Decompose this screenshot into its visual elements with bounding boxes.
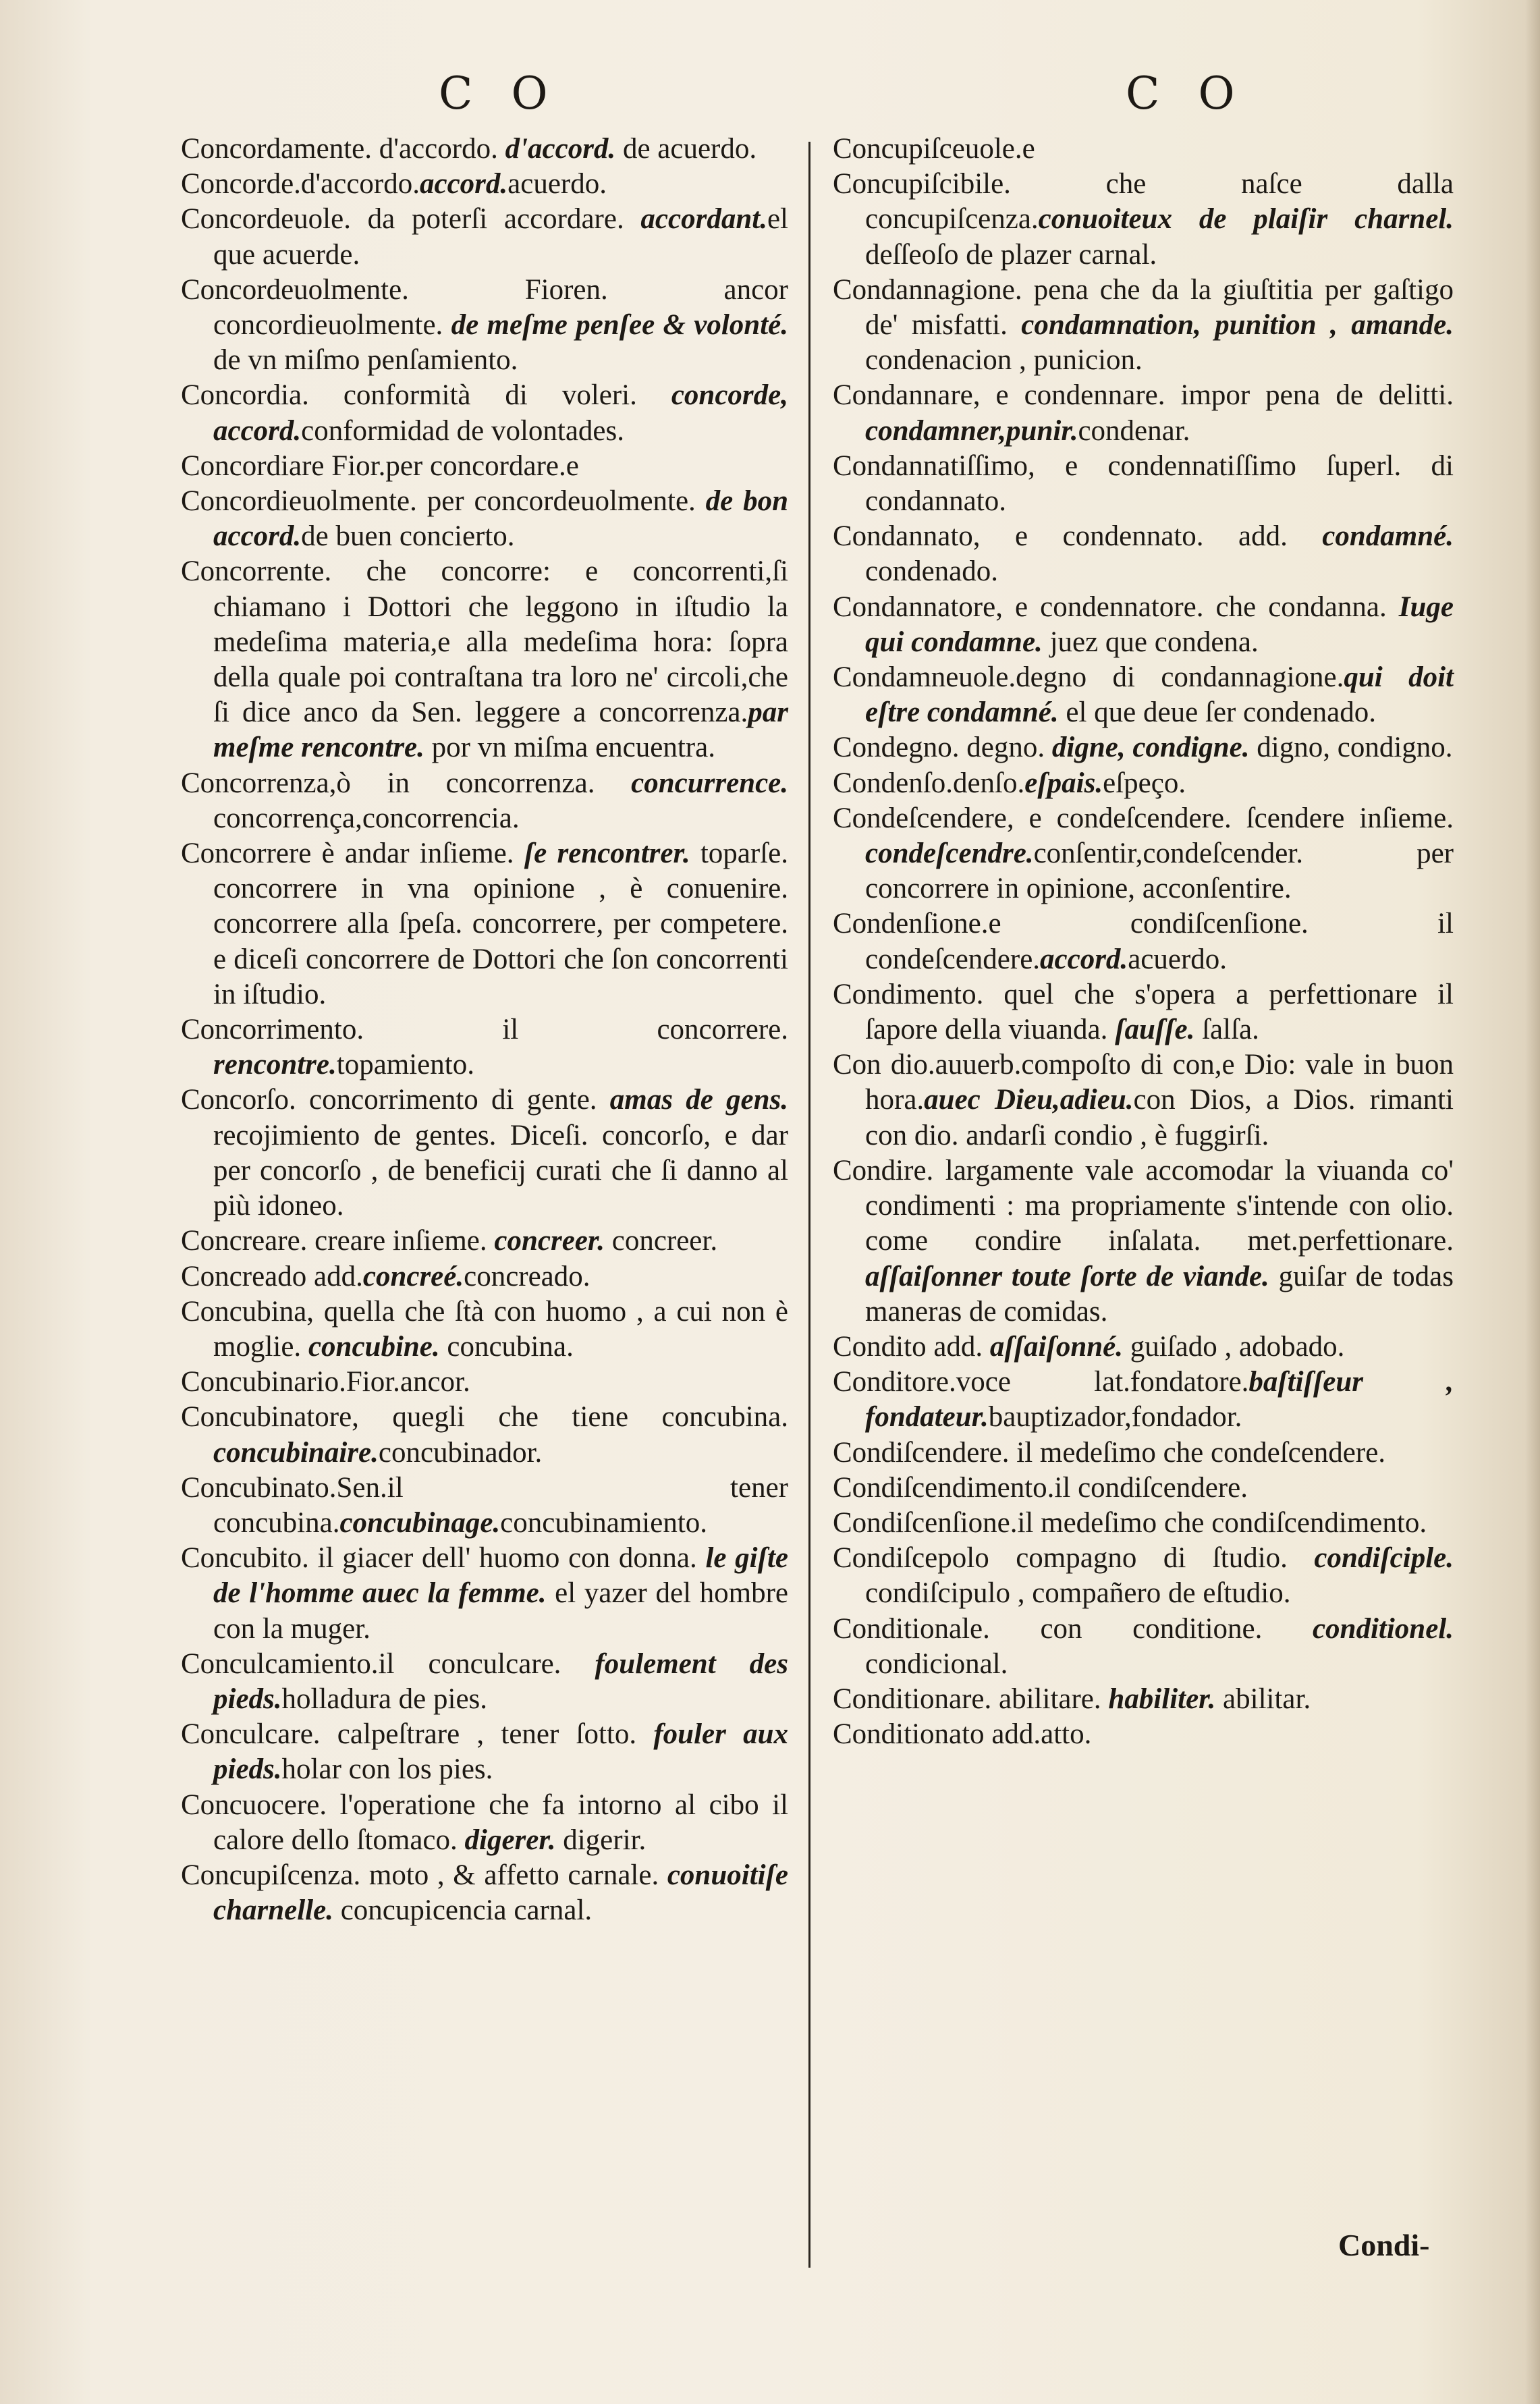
entry-spanish: digerir. (555, 1824, 647, 1856)
entry-definition: che concorre: e concorrenti,ſi chiamano i Dottori che leggono in iſtudio la medeſima materia,e alla medeſima hora: ſopra della quale poi contraſtana tra loro ne' circoli,che ſi dice anco da Sen. leggere a concorrenza. (213, 555, 788, 729)
entry-headword: Concordia. (181, 379, 309, 412)
entry-headword: Conditionare. (833, 1683, 992, 1715)
dictionary-entry (181, 202, 788, 272)
entry-definition: e condeſcendere. ſcendere inſieme. (1014, 802, 1454, 834)
entry-headword: Concubinato. (181, 1471, 337, 1504)
entry-headword: Condire. (833, 1154, 934, 1186)
dictionary-entry (833, 906, 1454, 977)
entry-french: digne, condigne. (1051, 732, 1250, 764)
entry-definition: add.atto. (984, 1718, 1092, 1751)
entry-headword: Concupiſcibile. (833, 168, 1011, 200)
entry-french: condamnation, punition , amande. (1021, 309, 1454, 342)
entry-french: concubine. (308, 1330, 440, 1363)
entry-headword: Condiſcendere. (833, 1436, 1010, 1469)
page-edge-shadow (1525, 0, 1540, 2404)
entry-headword: Condeſcendere, (833, 802, 1014, 834)
dictionary-entry (833, 1047, 1454, 1153)
entry-headword: Concorrimento. (181, 1014, 364, 1046)
catchword: Condi- (1338, 2228, 1430, 2262)
entry-french: fouler aux pieds. (213, 1718, 788, 1786)
entry-french: de meſme penſee & volonté. (451, 309, 788, 342)
entry-french: aſſaiſonné. (989, 1330, 1123, 1363)
entry-definition: moto , & affetto carnale. (360, 1859, 667, 1891)
entry-headword: Concupiſceuole. (833, 133, 1022, 165)
entry-french: condeſcendre. (865, 838, 1034, 870)
dictionary-entry (181, 1471, 788, 1541)
entry-definition: il conculcare. (378, 1647, 595, 1680)
entry-french: eſpais. (1024, 767, 1103, 799)
entry-headword: Concorde. (181, 168, 301, 200)
entry-definition: compagno di ſtudio. (989, 1542, 1315, 1575)
entry-definition: Fior.ancor. (346, 1366, 470, 1398)
dictionary-entry (181, 1788, 788, 1858)
entry-definition: è andar inſieme. (311, 838, 524, 870)
dictionary-entry (181, 1365, 788, 1400)
entry-headword: Concordeuole. (181, 203, 351, 236)
entry-french: auec Dieu,adieu. (924, 1084, 1134, 1116)
entry-definition: add. (306, 1260, 363, 1292)
entry-spanish: el que deue ſer condenado. (1058, 696, 1377, 729)
entry-spanish: con Dios, a Dios. rimanti con dio. andarſi condio , è fuggirſi. (865, 1084, 1454, 1151)
entry-french: digerer. (464, 1824, 556, 1856)
dictionary-entry (833, 590, 1454, 660)
entry-spanish: conformidad de volontades. (301, 414, 624, 447)
entry-headword: Concreare. (181, 1225, 308, 1257)
dictionary-entry (833, 1471, 1454, 1506)
entry-french: par meſme rencontre. (213, 696, 788, 764)
entry-definition: d'accordo. (372, 133, 505, 165)
dictionary-entry (181, 378, 788, 448)
entry-definition: e condennato. add. (980, 520, 1323, 553)
entry-definition: degno. (959, 732, 1052, 764)
entry-french: concubinaire. (213, 1436, 379, 1469)
entry-french: concorde, accord. (213, 379, 788, 447)
entry-spanish: concreer. (604, 1225, 718, 1257)
entry-french: ſauſſe. (1115, 1014, 1195, 1046)
entry-headword: Concorrenza, (181, 767, 337, 799)
entry-french: foulement des pieds. (213, 1647, 788, 1715)
dictionary-entry (181, 1717, 788, 1787)
entry-french: habiliter. (1108, 1683, 1216, 1715)
dictionary-entry (833, 167, 1454, 273)
dictionary-entry (833, 660, 1454, 730)
entry-definition: abilitare. (991, 1683, 1109, 1715)
entry-french: ſe rencontrer. (524, 838, 690, 870)
entry-definition: per concordeuolmente. (416, 485, 706, 518)
entry-spanish: el que acuerde. (213, 203, 788, 271)
entry-spanish: digno, condigno. (1249, 732, 1453, 764)
entry-french: conuoitiſe charnelle. (213, 1859, 788, 1927)
entry-headword: Concorrente. (181, 555, 332, 588)
entry-spanish: de vn miſmo penſamiento. (213, 344, 518, 377)
entry-definition: degno di condannagione. (1016, 661, 1344, 694)
entry-french: concurrence. (631, 767, 788, 799)
entry-spanish: conſentir,condeſcender. per concorrere in opinione, acconſentire. (865, 838, 1454, 905)
entry-headword: Condannatore, (833, 591, 1003, 623)
dictionary-entry (181, 484, 788, 554)
entry-definition: da poterſi accordare. (350, 203, 641, 236)
entry-french: d'accord. (505, 133, 616, 165)
entry-definition: conformità di voleri. (308, 379, 671, 412)
dictionary-entry (181, 1224, 788, 1259)
entry-headword: Concorſo. (181, 1084, 296, 1116)
entry-french: le giſte de l'homme auec la femme. (213, 1542, 788, 1610)
entry-headword: Condenſo. (833, 767, 953, 799)
entry-headword: Condimento. (833, 978, 984, 1010)
dictionary-entry (833, 1153, 1454, 1330)
entry-definition: il medeſimo che condiſcendimento. (1017, 1506, 1427, 1539)
entry-french: accord. (1040, 943, 1128, 975)
entry-spanish: concorrença,concorrencia. (213, 802, 520, 834)
dictionary-entry (833, 519, 1454, 589)
dictionary-entry (181, 1294, 788, 1365)
entry-definition: quella che ſtà con huomo , a cui non è moglie. (213, 1295, 788, 1363)
entry-definition: il condiſcendere. (1054, 1471, 1248, 1504)
dictionary-entry (181, 167, 788, 202)
entry-headword: Condannatiſſimo, (833, 449, 1035, 482)
dictionary-entry (833, 730, 1454, 765)
entry-spanish: condenacion , punicion. (865, 344, 1143, 377)
dictionary-entry (833, 378, 1454, 448)
entry-definition: voce lat.fondatore. (956, 1366, 1249, 1398)
dictionary-entry (833, 1612, 1454, 1682)
entry-headword: Con dio. (833, 1049, 935, 1081)
entry-french: rencontre. (213, 1049, 337, 1081)
entry-headword: Condegno. (833, 732, 960, 764)
entry-spanish: concupicencia carnal. (333, 1894, 593, 1927)
entry-definition: creare inſieme. (307, 1225, 495, 1257)
dictionary-entry (833, 1717, 1454, 1752)
running-head-left: C O (439, 67, 560, 119)
entry-headword: Concubito. (181, 1542, 309, 1575)
entry-definition: e condennare. impor pena de delitti. (980, 379, 1454, 412)
entry-spanish: acuerdo. (507, 168, 607, 200)
entry-definition: concorrimento di gente. (296, 1084, 610, 1116)
dictionary-entry (833, 132, 1454, 167)
entry-headword: Concordeuolmente. (181, 273, 409, 306)
entry-spanish: concubinador. (378, 1436, 543, 1469)
entry-headword: Condannare, (833, 379, 981, 412)
entry-spanish: condiſcipulo , compañero de eſtudio. (865, 1577, 1291, 1610)
entry-spanish: acuerdo. (1128, 943, 1228, 975)
entry-french: concreé. (362, 1260, 464, 1292)
entry-headword: Condannagione. (833, 273, 1022, 306)
entry-definition: d'accordo. (300, 168, 420, 200)
entry-spanish: condicional. (865, 1647, 1008, 1680)
entry-spanish: deſſeoſo de plazer carnal. (865, 238, 1157, 271)
entry-spanish: juez que condena. (1042, 626, 1259, 658)
dictionary-entry (181, 449, 788, 484)
entry-definition: ò in concorrenza. (336, 767, 632, 799)
dictionary-entry (181, 1647, 788, 1717)
entry-spanish: toparſe. concorrere in vna opinione , è conuenire. concorrere alla ſpeſa. concorrere, per competere. e diceſi concorrere de Dottori che ſon concorrenti in iſtudio. (213, 838, 788, 1010)
dictionary-entry (181, 836, 788, 1012)
entry-french: baſtiſſeur , fondateur. (865, 1366, 1454, 1433)
entry-headword: Concorrere (181, 838, 312, 870)
entry-french: conuoiteux de plaiſir charnel. (1038, 203, 1454, 236)
entry-definition: denſo. (952, 767, 1025, 799)
dictionary-entry (833, 1365, 1454, 1435)
entry-french: aſſaiſonner toute ſorte de viande. (865, 1260, 1269, 1292)
column-left (181, 132, 788, 1928)
entry-headword: Conditionale. (833, 1612, 990, 1645)
dictionary-entry (181, 1012, 788, 1083)
entry-french: Iuge qui condamne. (865, 591, 1454, 658)
entry-headword: Concordiare (181, 449, 325, 482)
entry-definition: il concorrere. (364, 1014, 788, 1046)
entry-headword: Condannato, (833, 520, 981, 553)
dictionary-entry (181, 554, 788, 765)
entry-definition: Sen.il tener concubina. (213, 1471, 788, 1539)
entry-definition: Fioren. ancor concordieuolmente. (213, 273, 788, 342)
dictionary-entry (181, 766, 788, 836)
dictionary-entry (833, 1506, 1454, 1541)
entry-french: de bon accord. (213, 485, 788, 553)
column-right (833, 132, 1454, 1752)
dictionary-entry (833, 766, 1454, 801)
entry-headword: Condiſcenſione. (833, 1506, 1018, 1539)
entry-headword: Concubina, (181, 1295, 314, 1328)
entry-headword: Condiſcepolo (833, 1542, 989, 1575)
entry-definition: con conditione. (989, 1612, 1313, 1645)
entry-definition: l'operatione che fa intorno al cibo il calore dello ſtomaco. (213, 1788, 788, 1856)
entry-definition: che naſce dalla concupiſcenza. (865, 168, 1454, 236)
entry-headword: Concuocere. (181, 1788, 327, 1821)
entry-spanish: topamiento. (336, 1049, 474, 1081)
entry-french: concreer. (494, 1225, 605, 1257)
entry-headword: Condito (833, 1330, 927, 1363)
entry-definition: Fior.per concordare.e (324, 449, 579, 482)
entry-definition: e condennatiſſimo ſuperl. di condannato. (865, 449, 1454, 518)
entry-spanish: guiſar de todas maneras de comidas. (865, 1260, 1454, 1328)
entry-spanish: concubina. (439, 1330, 574, 1363)
dictionary-entry (833, 273, 1454, 379)
entry-headword: Concordieuolmente. (181, 485, 417, 518)
dictionary-entry (181, 273, 788, 379)
entry-spanish: de buen concierto. (301, 520, 515, 553)
dictionary-entry (181, 1858, 788, 1928)
entry-definition: il giacer dell' huomo con donna. (308, 1542, 706, 1575)
entry-french: qui doit eſtre condamné. (865, 661, 1454, 729)
running-head-right: C O (1126, 67, 1247, 119)
entry-french: amas de gens. (609, 1084, 788, 1116)
entry-definition: pena che da la giuſtitia per gaſtigo de' misfatti. (865, 273, 1454, 342)
entry-spanish: holladura de pies. (281, 1683, 488, 1715)
entry-spanish: concubinamiento. (500, 1506, 708, 1539)
dictionary-entry (181, 1083, 788, 1224)
entry-definition: il medeſimo che condeſcendere. (1009, 1436, 1386, 1469)
dictionary-entry (181, 132, 788, 167)
entry-definition: calpeſtrare , tener ſotto. (320, 1718, 654, 1751)
entry-spanish: bauptizador,fondador. (988, 1401, 1242, 1433)
entry-french: accordant. (640, 203, 767, 236)
entry-headword: Conditore. (833, 1366, 956, 1398)
entry-spanish: el yazer del hombre con la muger. (213, 1577, 788, 1645)
entry-definition: quegli che tiene concubina. (358, 1401, 788, 1433)
entry-french: conditionel. (1312, 1612, 1454, 1645)
entry-spanish: de acuerdo. (615, 133, 757, 165)
entry-headword: Condiſcendimento. (833, 1471, 1055, 1504)
dictionary-entry (833, 1682, 1454, 1717)
dictionary-entry (833, 1330, 1454, 1365)
entry-definition: quel che s'opera a perfettionare il ſapore della viuanda. (865, 978, 1454, 1046)
entry-headword: Conculcare. (181, 1718, 321, 1751)
entry-spanish: por vn miſma encuentra. (424, 732, 715, 764)
entry-french: condiſciple. (1314, 1542, 1454, 1575)
dictionary-entry (181, 1400, 788, 1470)
entry-headword: Condamneuole. (833, 661, 1016, 694)
entry-headword: Concubinario. (181, 1366, 346, 1398)
entry-spanish: guiſado , adobado. (1123, 1330, 1345, 1363)
dictionary-entry (833, 449, 1454, 519)
entry-headword: Concordamente. (181, 133, 372, 165)
entry-headword: Condenſione. (833, 908, 989, 940)
entry-headword: Concupiſcenza. (181, 1859, 361, 1891)
entry-headword: Concreado (181, 1260, 307, 1292)
dictionary-entry (833, 977, 1454, 1047)
entry-definition: e (1022, 133, 1035, 165)
entry-definition: largamente vale accomodar la viuanda co' condimenti : ma propriamente s'intende con olio. come condire inſalata. met.perfettionare. (865, 1154, 1454, 1257)
column-divider (808, 142, 810, 2268)
entry-definition: auuerb.compoſto di con,e Dio: vale in buon hora. (865, 1049, 1454, 1116)
entry-spanish: condenado. (865, 555, 999, 588)
entry-french: condamner,punir. (865, 414, 1078, 447)
entry-french: concubinage. (339, 1506, 501, 1539)
entry-spanish: eſpeço. (1103, 767, 1186, 799)
dictionary-entry (833, 801, 1454, 907)
entry-spanish: holar con los pies. (281, 1753, 493, 1786)
entry-french: accord. (420, 168, 508, 200)
dictionary-entry (833, 1541, 1454, 1611)
dictionary-entry (181, 1541, 788, 1647)
entry-headword: Concubinatore, (181, 1401, 359, 1433)
entry-definition: e condennatore. che condanna. (1002, 591, 1399, 623)
entry-spanish: concreado. (464, 1260, 590, 1292)
dictionary-entry (181, 1259, 788, 1294)
entry-french: condamné. (1322, 520, 1454, 553)
entry-definition: add. (926, 1330, 990, 1363)
dictionary-entry (833, 1436, 1454, 1471)
entry-spanish: condenar. (1078, 414, 1190, 447)
entry-headword: Conculcamiento. (181, 1647, 379, 1680)
entry-spanish: recojimiento de gentes. Diceſi. concorſo, e dar per concorſo , de beneficij curati che ſi danno al più idoneo. (213, 1119, 788, 1222)
entry-spanish: abilitar. (1215, 1683, 1311, 1715)
entry-definition: e condiſcenſione. il condeſcendere. (865, 908, 1454, 975)
entry-spanish: ſalſa. (1194, 1014, 1259, 1046)
entry-headword: Conditionato (833, 1718, 985, 1751)
